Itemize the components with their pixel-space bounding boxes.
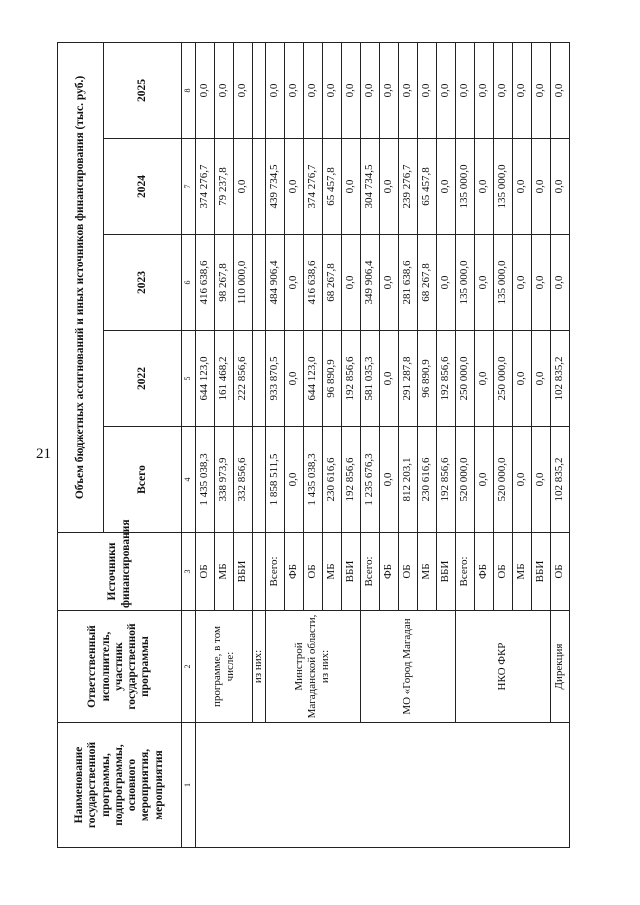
executor-cell: программе, в том числе: [196, 611, 253, 723]
value-cell: 0,0 [512, 427, 531, 533]
source-cell: ОБ [550, 533, 569, 611]
value-cell: 644 123,0 [303, 331, 322, 427]
value-cell: 230 616,6 [417, 427, 436, 533]
source-cell: ВБИ [531, 533, 550, 611]
value-cell: 0,0 [234, 139, 253, 235]
executor-cell: МО «Город Магадан [360, 611, 455, 723]
value-cell: 0,0 [284, 235, 303, 331]
value-cell: 0,0 [379, 42, 398, 138]
value-cell: 0,0 [531, 235, 550, 331]
value-cell: 0,0 [284, 139, 303, 235]
value-cell: 102 835,2 [550, 331, 569, 427]
value-cell: 439 734,5 [265, 139, 284, 235]
value-cell: 349 906,4 [360, 235, 379, 331]
value-cell: 65 457,8 [322, 139, 341, 235]
value-cell: 135 000,0 [493, 235, 512, 331]
value-cell: 0,0 [550, 235, 569, 331]
value-cell: 0,0 [215, 42, 234, 138]
value-cell [253, 331, 266, 427]
source-cell: ОБ [493, 533, 512, 611]
value-cell: 374 276,7 [303, 139, 322, 235]
colnum: 4 [182, 427, 196, 533]
value-cell: 0,0 [360, 42, 379, 138]
value-cell: 0,0 [474, 139, 493, 235]
value-cell: 0,0 [474, 42, 493, 138]
value-cell: 0,0 [474, 427, 493, 533]
value-cell: 0,0 [493, 42, 512, 138]
value-cell: 161 468,2 [215, 331, 234, 427]
value-cell: 0,0 [284, 427, 303, 533]
source-cell: Всего: [265, 533, 284, 611]
page-number: 21 [36, 446, 51, 462]
table-row [196, 42, 215, 847]
source-cell: МБ [417, 533, 436, 611]
header-row-top [58, 42, 104, 847]
value-cell: 0,0 [531, 42, 550, 138]
value-cell: 0,0 [531, 331, 550, 427]
colnum: 2 [182, 611, 196, 723]
value-cell: 0,0 [379, 235, 398, 331]
value-cell: 0,0 [303, 42, 322, 138]
source-cell: Всего: [455, 533, 474, 611]
value-cell: 0,0 [417, 42, 436, 138]
header-total: Всего [104, 427, 182, 533]
value-cell: 0,0 [531, 427, 550, 533]
value-cell: 332 856,6 [234, 427, 253, 533]
value-cell: 0,0 [512, 42, 531, 138]
value-cell: 230 616,6 [322, 427, 341, 533]
value-cell: 644 123,0 [196, 331, 215, 427]
value-cell: 65 457,8 [417, 139, 436, 235]
value-cell: 812 203,1 [398, 427, 417, 533]
colnum: 8 [182, 42, 196, 138]
value-cell: 0,0 [531, 139, 550, 235]
colnum: 7 [182, 139, 196, 235]
source-cell: ВБИ [341, 533, 360, 611]
value-cell: 0,0 [398, 42, 417, 138]
value-cell: 0,0 [455, 42, 474, 138]
value-cell: 0,0 [265, 42, 284, 138]
source-cell: ФБ [284, 533, 303, 611]
header-volume: Объем бюджетных ассигнований и иных источников финансирования (тыс. руб.) [58, 42, 104, 532]
source-cell: МБ [512, 533, 531, 611]
column-number-row [182, 42, 196, 847]
value-cell [253, 235, 266, 331]
value-cell: 192 856,6 [341, 331, 360, 427]
value-cell: 0,0 [379, 139, 398, 235]
source-cell: ФБ [379, 533, 398, 611]
value-cell: 0,0 [341, 42, 360, 138]
value-cell: 79 237,8 [215, 139, 234, 235]
value-cell: 0,0 [474, 235, 493, 331]
financing-table [57, 42, 570, 848]
header-source: Источники финансирования [58, 533, 182, 611]
value-cell: 102 835,2 [550, 427, 569, 533]
value-cell: 0,0 [234, 42, 253, 138]
source-cell: ВБИ [436, 533, 455, 611]
value-cell: 96 890,9 [417, 331, 436, 427]
source-cell: МБ [215, 533, 234, 611]
value-cell: 0,0 [322, 42, 341, 138]
financing-table-wrapper [57, 43, 565, 848]
value-cell: 1 435 038,3 [196, 427, 215, 533]
value-cell: 192 856,6 [436, 427, 455, 533]
value-cell: 110 000,0 [234, 235, 253, 331]
executor-cell: Дирекция [550, 611, 569, 723]
executor-cell: НКО ФКР [455, 611, 550, 723]
value-cell: 520 000,0 [455, 427, 474, 533]
value-cell: 416 638,6 [196, 235, 215, 331]
source-cell: МБ [322, 533, 341, 611]
header-year-2022: 2022 [104, 331, 182, 427]
header-year-2024: 2024 [104, 139, 182, 235]
value-cell: 304 734,5 [360, 139, 379, 235]
value-cell: 192 856,6 [341, 427, 360, 533]
executor-cell: Минстрой Магаданской области, из них: [265, 611, 360, 723]
value-cell: 0,0 [341, 139, 360, 235]
value-cell: 0,0 [196, 42, 215, 138]
value-cell: 1 235 676,3 [360, 427, 379, 533]
source-cell: ВБИ [234, 533, 253, 611]
value-cell [253, 139, 266, 235]
value-cell: 1 858 511,5 [265, 427, 284, 533]
value-cell: 0,0 [512, 139, 531, 235]
header-name: Наименование государственной программы, подпрограммы, основного мероприятия, мероприятия [58, 723, 182, 848]
value-cell: 98 267,8 [215, 235, 234, 331]
value-cell: 520 000,0 [493, 427, 512, 533]
colnum: 1 [182, 723, 196, 848]
header-year-2023: 2023 [104, 235, 182, 331]
value-cell: 281 638,6 [398, 235, 417, 331]
value-cell: 291 287,8 [398, 331, 417, 427]
value-cell: 0,0 [436, 42, 455, 138]
value-cell: 338 973,9 [215, 427, 234, 533]
value-cell [253, 427, 266, 533]
value-cell: 222 856,6 [234, 331, 253, 427]
value-cell: 484 906,4 [265, 235, 284, 331]
name-cell [196, 723, 570, 848]
value-cell: 250 000,0 [455, 331, 474, 427]
colnum: 3 [182, 533, 196, 611]
value-cell: 0,0 [284, 42, 303, 138]
source-cell: ОБ [398, 533, 417, 611]
value-cell: 0,0 [436, 139, 455, 235]
value-cell: 0,0 [512, 331, 531, 427]
value-cell: 933 870,5 [265, 331, 284, 427]
header-executor: Ответственный исполнитель, участник государственной программы [58, 611, 182, 723]
header-year-2025: 2025 [104, 42, 182, 138]
value-cell: 239 276,7 [398, 139, 417, 235]
value-cell: 0,0 [379, 427, 398, 533]
value-cell: 192 856,6 [436, 331, 455, 427]
colnum: 6 [182, 235, 196, 331]
value-cell: 1 435 038,3 [303, 427, 322, 533]
value-cell: 0,0 [379, 331, 398, 427]
value-cell: 135 000,0 [493, 139, 512, 235]
value-cell: 0,0 [341, 235, 360, 331]
value-cell: 374 276,7 [196, 139, 215, 235]
value-cell: 0,0 [512, 235, 531, 331]
value-cell: 0,0 [284, 331, 303, 427]
value-cell: 0,0 [550, 42, 569, 138]
source-cell: Всего: [360, 533, 379, 611]
colnum: 5 [182, 331, 196, 427]
value-cell: 68 267,8 [322, 235, 341, 331]
source-cell: ОБ [303, 533, 322, 611]
value-cell: 0,0 [436, 235, 455, 331]
value-cell: 581 035,3 [360, 331, 379, 427]
value-cell: 0,0 [474, 331, 493, 427]
value-cell: 135 000,0 [455, 235, 474, 331]
source-cell: ФБ [474, 533, 493, 611]
source-cell: ОБ [196, 533, 215, 611]
executor-cell: из них: [253, 611, 266, 723]
value-cell: 135 000,0 [455, 139, 474, 235]
value-cell: 0,0 [550, 139, 569, 235]
source-cell [253, 533, 266, 611]
value-cell: 416 638,6 [303, 235, 322, 331]
value-cell [253, 42, 266, 138]
value-cell: 68 267,8 [417, 235, 436, 331]
value-cell: 96 890,9 [322, 331, 341, 427]
value-cell: 250 000,0 [493, 331, 512, 427]
